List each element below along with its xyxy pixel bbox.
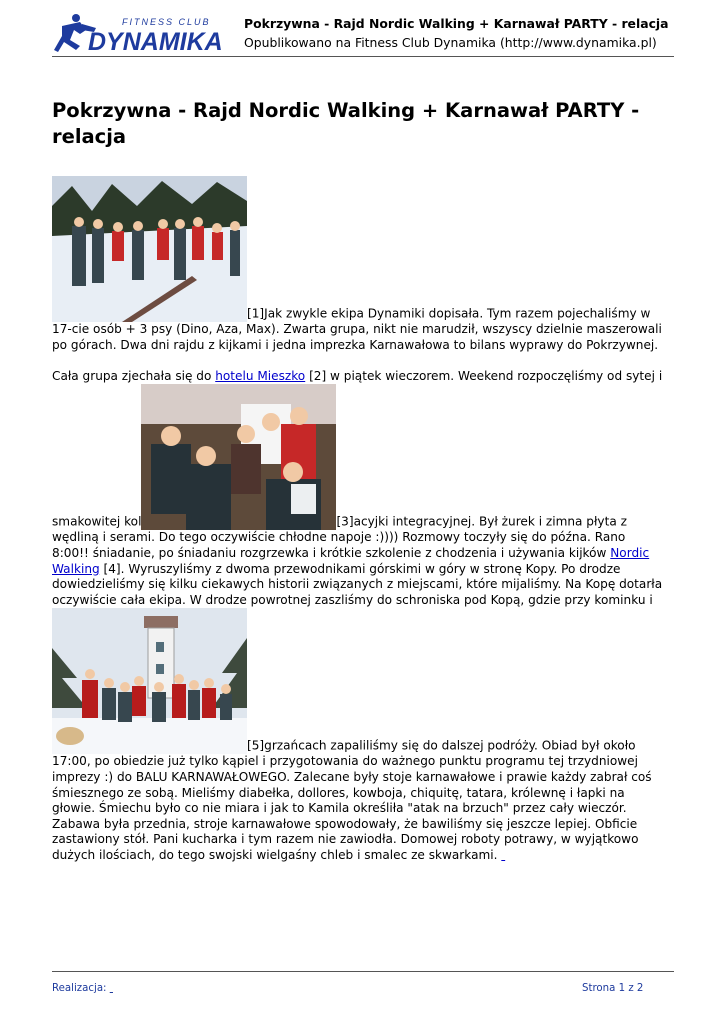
paragraph-2-text-c: grzańcach zapaliliśmy się do dalszej podróży. Obiad był około 17:00, po obiedzie już tylko kąpiel i przygotowania do ważnego punktu programu tej trzydniowej imprezy :) do BALU KARNAWAŁOWEGO. Zalecane były stoje karnawałowe i prawie każdy zabrał coś śmiesznego ze sobą. Mieliśmy diabełka, dollores, kowboja, chiquitę, tatara, królewnę i łapki na głowie. Śmiechu było co nie miara i jak to Kamila określiła "atak na brzuch" przez cały wieczór. Zabawa była przednia, stroje karnawałowe spowodowały, że bawiliśmy się jeszcze lepiej. Obficie zastawiony stół. Pani kucharka i tym razem nie zawiodła. Domowej roboty potrawy, w wyjątkowo dużych ilościach, do tego swojski wielgaśny chleb i smalec ze skwarkami. xyxy=(52,738,652,862)
header-divider xyxy=(52,56,674,57)
paragraph-2-text-a: acyjki integracyjnej. Był żurek i zimna płyta z wędliną i serami. Do tego oczywiście chłodne napoje :)))) Rozmowy toczyły się do późna. Rano 8:00!! śniadanie, po śniadaniu rozgrzewka i krótkie szkolenie z chodzenia i używania kijków xyxy=(52,514,627,560)
photo-tower-group xyxy=(52,608,247,754)
dynamika-logo xyxy=(52,12,232,54)
footer-divider xyxy=(52,971,674,972)
paragraph-2-text-mid: [2] w piątek wieczorem. Weekend rozpoczęliśmy od sytej i smakowitej kol xyxy=(52,368,663,529)
paragraph-2-text-start: Cała grupa zjechała się do xyxy=(52,368,216,383)
logo-small-text: FITNESS CLUB xyxy=(122,17,211,27)
hotel-link[interactable]: hotelu Mieszko xyxy=(215,368,306,383)
published-line: Opublikowano na Fitness Club Dynamika (http://www.dynamika.pl) xyxy=(244,35,657,50)
ref-3: [3] xyxy=(336,514,354,529)
header-title: Pokrzywna - Rajd Nordic Walking + Karnawał PARTY - relacja xyxy=(244,16,669,31)
trailing-link[interactable] xyxy=(501,848,505,862)
article-title: Pokrzywna - Rajd Nordic Walking + Karnawał PARTY - relacja xyxy=(52,99,640,148)
realizacja-link[interactable] xyxy=(110,983,113,994)
page-number: Strona 1 z 2 xyxy=(582,983,644,994)
ref-5: [5] xyxy=(247,738,265,753)
paragraph-1-text: Jak zwykle ekipa Dynamiki dopisała. Tym razem pojechaliśmy w 17-cie osób + 3 psy (Dino, Aza, Max). Zwarta grupa, nikt nie marudził, wszyscy dzielnie maszerowali po górach. Dwa dni rajdu z kijkami i jedna imprezka Karnawałowa to bilans wyprawy do Pokrzywnej. xyxy=(52,306,662,352)
paragraph-1 xyxy=(52,176,664,353)
footer-realizacja-label: Realizacja: xyxy=(52,983,110,994)
ref-1: [1] xyxy=(247,306,265,321)
logo-text: DYNAMIKA xyxy=(88,28,223,54)
footer-realizacja xyxy=(52,983,113,994)
paragraph-2-text-b: [4]. Wyruszyliśmy z dwoma przewodnikami górskimi w góry w stronę Kopy. Po drodze dowiedzieliśmy się kilku ciekawych historii związanych z miejscami, które mijaliśmy. Na Kopę dotarła oczywiście cała ekipa. W drodze powrotnej zaszliśmy do schroniska pod Kopą, gdzie przy kominku i xyxy=(52,561,663,607)
photo-dinner-group xyxy=(141,384,336,530)
photo-group-snow xyxy=(52,176,247,322)
article-body xyxy=(52,176,664,864)
page-header xyxy=(52,12,674,56)
paragraph-2 xyxy=(52,369,664,864)
nordic-walking-link[interactable]: Nordic Walking xyxy=(52,545,650,576)
